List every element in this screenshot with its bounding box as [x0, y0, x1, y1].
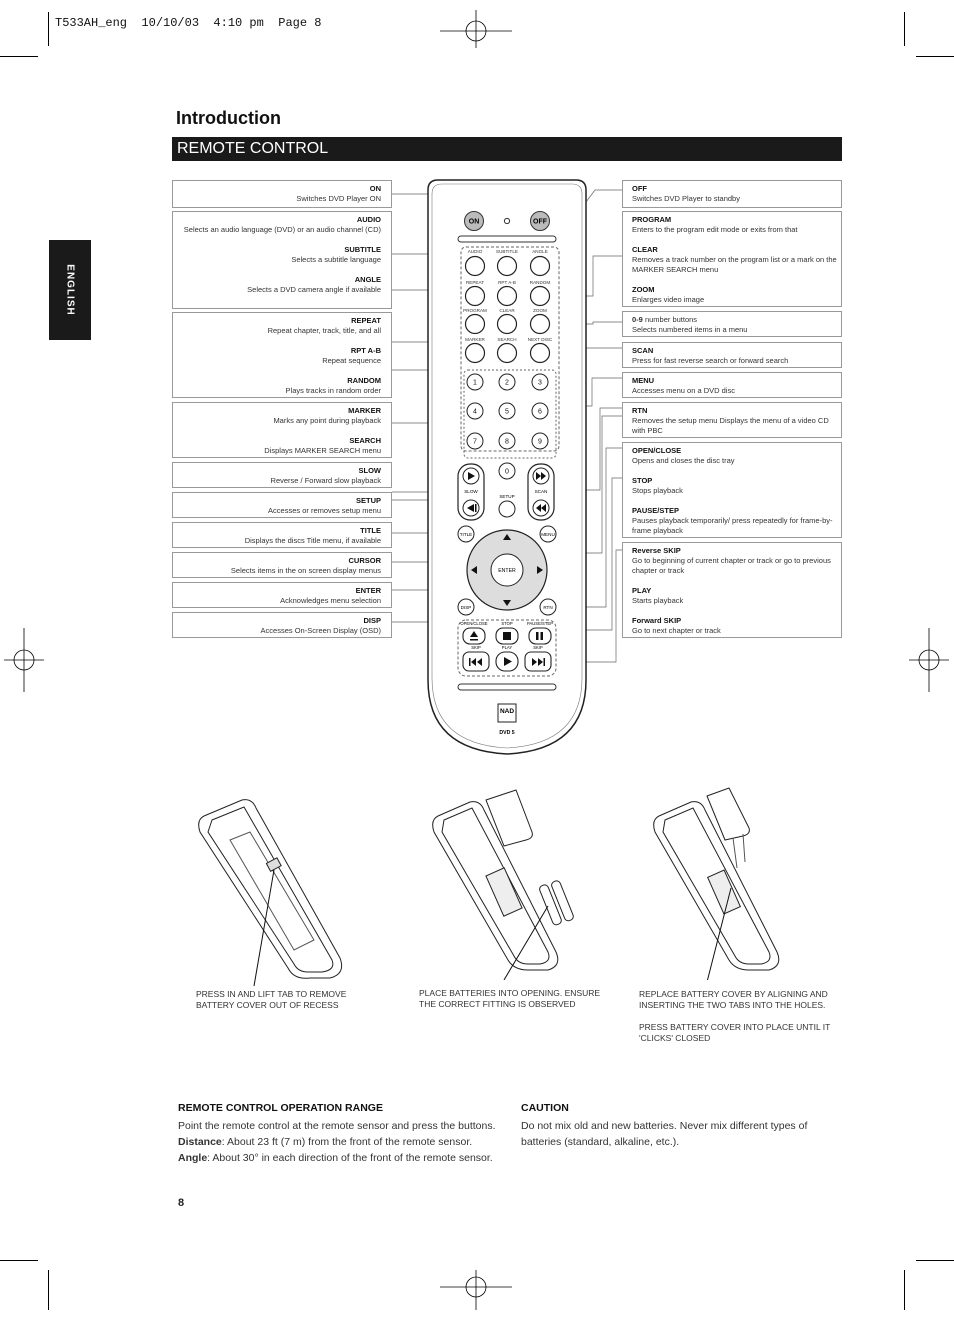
digit-label: 9 [538, 438, 542, 446]
open-close-label: OPEN/CLOSE [460, 621, 488, 626]
callout-label: REPEAT [351, 316, 381, 325]
caution-text: Do not mix old and new batteries. Never mix different types of batteries (standard, alkaline, etc.). [521, 1120, 808, 1148]
callout-label: AUDIO [356, 215, 381, 224]
stop-icon [503, 632, 511, 640]
random-button[interactable] [531, 287, 550, 306]
range-intro: Point the remote control at the remote sensor and press the buttons. [178, 1120, 496, 1132]
callout-marker-search [172, 402, 392, 458]
callout-label: MARKER [348, 406, 381, 415]
random-label: RANDOM [529, 280, 551, 285]
page-number: 8 [178, 1197, 185, 1209]
distance-label: Distance [178, 1136, 222, 1148]
callout-desc: Displays the discs Title menu, if available [244, 536, 381, 545]
callout-number-buttons [622, 311, 842, 337]
callout-desc: Accesses On-Screen Display (OSD) [260, 626, 381, 635]
rtn-label: RTN [543, 605, 553, 610]
print-slug: T533AH_eng 10/10/03 4:10 pm Page 8 [55, 16, 322, 30]
callout-cursor [172, 552, 392, 578]
callout-desc: Removes a track number on the program list or a mark on the MARKER SEARCH menu [632, 255, 837, 274]
zoom-button[interactable] [531, 315, 550, 334]
callout-program-clear-zoom [622, 211, 842, 307]
brand-label: NAD [499, 708, 515, 715]
callout-repeat-rpt-random [172, 312, 392, 398]
callout-on [172, 180, 392, 208]
callout-desc: Enlarges video image [632, 295, 705, 304]
rpt-ab-button[interactable] [498, 287, 517, 306]
callout-desc: Selects a DVD camera angle if available [247, 285, 381, 294]
range-heading: REMOTE CONTROL OPERATION RANGE [178, 1102, 383, 1114]
angle-button[interactable] [531, 257, 550, 276]
distance-text: : About 23 ft (7 m) from the front of the remote sensor. [221, 1136, 473, 1148]
digit-label: 6 [538, 408, 542, 416]
callout-audio-subtitle-angle [172, 211, 392, 309]
callout-desc: Plays tracks in random order [285, 386, 381, 395]
callout-desc: Removes the setup menu Displays the menu of a video CD with PBC [632, 416, 829, 435]
callout-label: Forward SKIP [632, 616, 682, 625]
callout-menu [622, 372, 842, 398]
battery-caption-4: PRESS BATTERY COVER INTO PLACE UNTIL IT 'CLICKS' CLOSED [639, 1022, 831, 1043]
callout-scan [622, 342, 842, 368]
title-label: TITLE [459, 532, 473, 537]
section-bar [172, 137, 842, 161]
callout-desc: Reverse / Forward slow playback [270, 476, 381, 485]
next-disc-label: NEXT DISC [527, 337, 553, 342]
callout-desc: Acknowledges menu selection [280, 596, 381, 605]
callout-desc: Selects an audio language (DVD) or an audio channel (CD) [183, 225, 381, 234]
repeat-label: REPEAT [465, 280, 485, 285]
callout-desc: Selects a subtitle language [291, 255, 381, 264]
menu-label: MENU [541, 532, 555, 537]
callout-label: ZOOM [632, 285, 655, 294]
callout-desc: Enters to the program edit mode or exits from that [632, 225, 798, 234]
skip-back-label: SKIP [471, 645, 481, 650]
callout-label: RPT A-B [350, 346, 381, 355]
callout-skip-play [622, 542, 842, 638]
callout-desc: Repeat sequence [322, 356, 381, 365]
audio-button[interactable] [466, 257, 485, 276]
remote-illustration [380, 170, 640, 770]
subtitle-button[interactable] [498, 257, 517, 276]
callout-desc: Displays MARKER SEARCH menu [264, 446, 381, 455]
section-title: REMOTE CONTROL [177, 140, 329, 157]
callout-label: DISP [363, 616, 381, 625]
callout-label: SETUP [355, 496, 381, 505]
on-label: ON [468, 218, 480, 226]
callout-slow [172, 462, 392, 488]
callout-desc: Switches DVD Player to standby [632, 194, 740, 203]
angle-label: Angle [178, 1152, 208, 1164]
callout-label: SUBTITLE [344, 245, 381, 254]
callout-label: STOP [632, 476, 653, 485]
callout-label: PAUSE/STEP [632, 506, 679, 515]
callout-desc: Accesses or removes setup menu [268, 506, 381, 515]
battery-step-1-illustration [190, 790, 360, 990]
callout-label: 0-9 [632, 315, 643, 324]
callout-desc: Selects items in the on screen display menus [230, 566, 381, 575]
scan-label: SCAN [534, 489, 548, 494]
callout-label: ENTER [355, 586, 381, 595]
language-tab [49, 240, 91, 340]
digit-label: 2 [505, 379, 509, 387]
subtitle-label: SUBTITLE [496, 249, 518, 254]
digit-label: 7 [473, 438, 477, 446]
callout-rtn [622, 402, 842, 438]
pause-step-button[interactable] [529, 628, 551, 644]
angle-label: ANGLE [532, 249, 548, 254]
clear-button[interactable] [498, 315, 517, 334]
digit-label: 4 [473, 408, 477, 416]
callout-label: SEARCH [349, 436, 381, 445]
callout-label: ANGLE [354, 275, 381, 284]
callout-desc: Selects numbered items in a menu [632, 325, 748, 334]
callout-label: RTN [632, 406, 648, 415]
enter-label: ENTER [498, 568, 516, 574]
stop-label: STOP [501, 621, 513, 626]
battery-caption-1: PRESS IN AND LIFT TAB TO REMOVE BATTERY COVER OUT OF RECESS [196, 989, 347, 1010]
callout-label: MENU [632, 376, 655, 385]
callout-label: OFF [632, 184, 647, 193]
play-label: PLAY [501, 645, 513, 650]
callout-enter [172, 582, 392, 608]
callout-desc: Pauses playback temporarily/ press repeatedly for frame-by-frame playback [632, 516, 833, 535]
pause-step-label: PAUSE/STEP [527, 621, 553, 626]
callout-desc: Go to beginning of current chapter or track or go to previous chapter or track [632, 556, 831, 575]
setup-label: SETUP [499, 494, 515, 499]
battery-caption-3: REPLACE BATTERY COVER BY ALIGNING AND INSERTING THE TWO TABS INTO THE HOLES. [639, 989, 828, 1010]
clear-label: CLEAR [499, 308, 515, 313]
callout-label: Reverse SKIP [632, 546, 681, 555]
digit-label: 8 [505, 438, 509, 446]
digit-label: 5 [505, 408, 509, 416]
repeat-button[interactable] [466, 287, 485, 306]
marker-label: MARKER [465, 337, 485, 342]
range-text [178, 1118, 508, 1166]
rpt-ab-label: RPT A-B [498, 280, 516, 285]
callout-desc: Opens and closes the disc tray [632, 456, 735, 465]
battery-step-2-illustration [420, 780, 600, 980]
callout-label: TITLE [360, 526, 381, 535]
callout-label: CLEAR [632, 245, 658, 254]
callout-label: OPEN/CLOSE [632, 446, 682, 455]
callout-label: PLAY [632, 586, 652, 595]
callout-desc: Accesses menu on a DVD disc [632, 386, 735, 395]
digit-label: 1 [473, 379, 477, 387]
angle-text: : About 30° in each direction of the front of the remote sensor. [207, 1152, 493, 1164]
callout-setup [172, 492, 392, 518]
program-label: PROGRAM [463, 308, 487, 313]
disp-label: DISP [460, 605, 472, 610]
marker-button[interactable] [466, 344, 485, 363]
battery-caption-2: PLACE BATTERIES INTO OPENING. ENSURE THE CORRECT FITTING IS OBSERVED [419, 988, 601, 1009]
off-label: OFF [533, 218, 547, 226]
callout-label: SCAN [632, 346, 654, 355]
slow-label: SLOW [464, 489, 478, 494]
zoom-label: ZOOM [533, 308, 547, 313]
callout-desc: Go to next chapter or track [632, 626, 721, 635]
callout-open-stop-pause [622, 442, 842, 538]
next-disc-button[interactable] [531, 344, 550, 363]
digit-label: 3 [538, 379, 542, 387]
page-title: Introduction [176, 108, 281, 128]
callout-label: CURSOR [348, 556, 381, 565]
callout-desc: number buttons [644, 315, 698, 324]
callout-desc: Switches DVD Player ON [296, 194, 381, 203]
callout-desc: Starts playback [632, 596, 684, 605]
setup-button[interactable] [499, 501, 515, 517]
program-button[interactable] [466, 315, 485, 334]
callout-label: RANDOM [347, 376, 381, 385]
skip-forward-label: SKIP [533, 645, 543, 650]
callout-off [622, 180, 842, 208]
battery-step-3-illustration [645, 780, 805, 980]
digit-label: 0 [505, 468, 509, 476]
callout-title [172, 522, 392, 548]
callout-desc: Marks any point during playback [273, 416, 381, 425]
callout-label: PROGRAM [632, 215, 672, 224]
callout-label: SLOW [358, 466, 381, 475]
search-button[interactable] [498, 344, 517, 363]
callout-desc: Repeat chapter, track, title, and all [267, 326, 381, 335]
audio-label: AUDIO [467, 249, 483, 254]
caution-heading: CAUTION [521, 1102, 569, 1114]
callout-label: ON [369, 184, 381, 193]
search-label: SEARCH [497, 337, 517, 342]
language-tab-label: ENGLISH [64, 264, 76, 316]
callout-desc: Press for fast reverse search or forward search [632, 356, 789, 365]
model-label: DVD 5 [499, 730, 515, 736]
callout-disp [172, 612, 392, 638]
callout-desc: Stops playback [632, 486, 683, 495]
